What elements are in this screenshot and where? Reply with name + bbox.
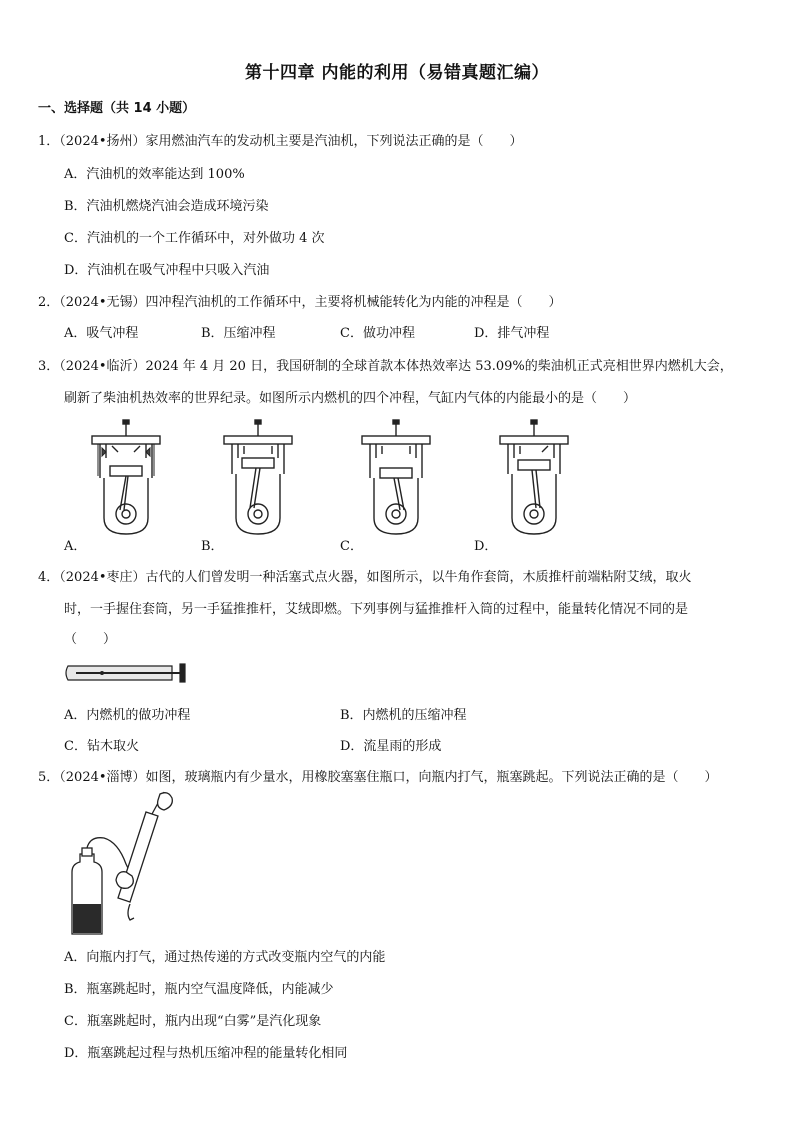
engine-intake-stroke-icon (90, 418, 162, 538)
question-5-option-d[interactable]: D．瓶塞跳起过程与热机压缩冲程的能量转化相同 (64, 1046, 348, 1061)
question-1-option-a[interactable]: A．汽油机的效率能达到 100% (64, 167, 245, 182)
question-3-label-d[interactable]: D． (474, 539, 498, 554)
question-5-option-a[interactable]: A．向瓶内打气，通过热传递的方式改变瓶内空气的内能 (64, 950, 386, 965)
engine-power-stroke-icon (360, 418, 432, 538)
question-3-label-c[interactable]: C． (340, 539, 363, 554)
question-4-option-b[interactable]: B．内燃机的压缩冲程 (340, 708, 467, 723)
question-4-option-c[interactable]: C．钻木取火 (64, 739, 139, 754)
piston-fire-starter-icon (62, 660, 192, 686)
question-1-option-d[interactable]: D．汽油机在吸气冲程中只吸入汽油 (64, 263, 270, 278)
question-1-option-c[interactable]: C．汽油机的一个工作循环中，对外做功 4 次 (64, 231, 325, 246)
question-1-stem: 1．（2024•扬州）家用燃油汽车的发动机主要是汽油机，下列说法正确的是（ ） (38, 134, 523, 149)
question-3-label-b[interactable]: B． (201, 539, 224, 554)
question-2-option-b[interactable]: B．压缩冲程 (201, 326, 276, 341)
question-4-stem-line-1: 4．（2024•枣庄）古代的人们曾发明一种活塞式点火器，如图所示，以牛角作套筒，木质推杆前端粘附艾绒，取火 (38, 570, 692, 585)
question-5-option-b[interactable]: B．瓶塞跳起时，瓶内空气温度降低，内能减少 (64, 982, 334, 997)
question-5-option-c[interactable]: C．瓶塞跳起时，瓶内出现“白雾”是汽化现象 (64, 1014, 322, 1029)
page-title: 第十四章 内能的利用（易错真题汇编） (245, 63, 549, 83)
question-5-stem: 5．（2024•淄博）如图，玻璃瓶内有少量水，用橡胶塞塞住瓶口，向瓶内打气，瓶塞跳起。下列说法正确的是（ ） (38, 770, 718, 785)
question-1-option-b[interactable]: B．汽油机燃烧汽油会造成环境污染 (64, 199, 269, 214)
question-3-stem-line-1: 3．（2024•临沂）2024 年 4 月 20 日，我国研制的全球首款本体热效率达 53.09%的柴油机正式亮相世界内燃机大会， (38, 359, 733, 374)
engine-exhaust-stroke-icon (498, 418, 570, 538)
question-2-option-d[interactable]: D．排气冲程 (474, 326, 550, 341)
question-2-option-c[interactable]: C．做功冲程 (340, 326, 415, 341)
question-3-stem-line-2: 刷新了柴油机热效率的世界纪录。如图所示内燃机的四个冲程，气缸内气体的内能最小的是（ ） (64, 391, 637, 406)
question-4-option-a[interactable]: A．内燃机的做功冲程 (64, 708, 191, 723)
engine-compression-stroke-icon (222, 418, 294, 538)
section-heading: 一、选择题（共 14 小题） (38, 101, 196, 116)
question-2-option-a[interactable]: A．吸气冲程 (64, 326, 139, 341)
question-4-stem-line-3: （ ） (64, 632, 117, 647)
question-3-label-a[interactable]: A． (64, 539, 87, 554)
bottle-pump-experiment-icon (60, 792, 180, 937)
question-4-option-d[interactable]: D．流星雨的形成 (340, 739, 442, 754)
question-4-stem-line-2: 时，一手握住套筒，另一手猛推推杆，艾绒即燃。下列事例与猛推推杆入筒的过程中，能量转化情况不同的是 (64, 602, 689, 617)
question-2-stem: 2．（2024•无锡）四冲程汽油机的工作循环中，主要将机械能转化为内能的冲程是（ ） (38, 295, 562, 310)
